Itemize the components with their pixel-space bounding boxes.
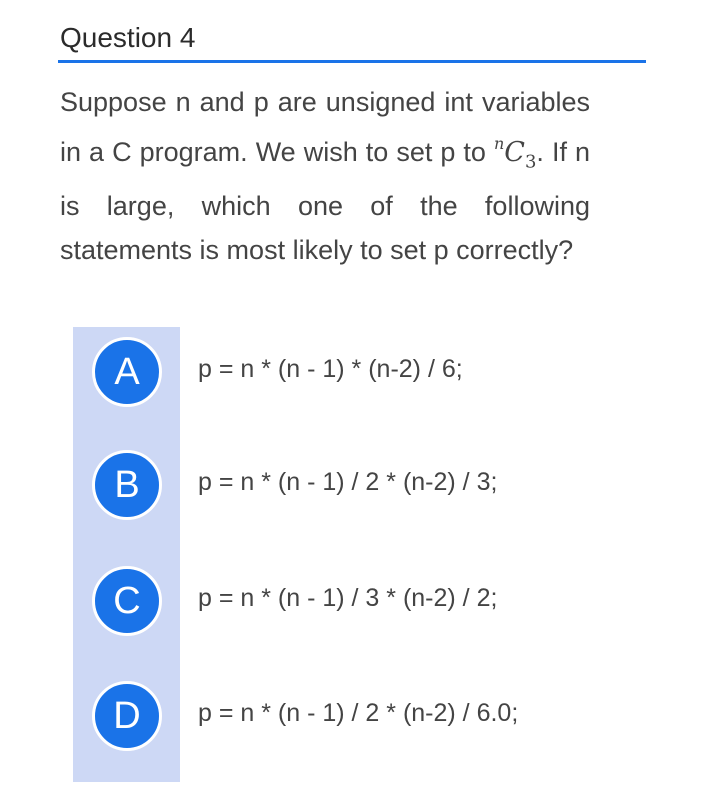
question-text-before: Suppose n and p are unsigned int variables in a C program. We wish to set p to	[60, 87, 590, 167]
formula-superscript: n	[493, 134, 505, 153]
option-c-badge[interactable]: C	[92, 566, 162, 636]
option-c[interactable]	[92, 566, 652, 666]
formula-subscript: 3	[524, 151, 537, 173]
question-text	[60, 80, 590, 272]
option-d-text: p = n * (n - 1) / 2 * (n-2) / 6.0;	[198, 699, 519, 727]
question-title: Question 4	[60, 22, 196, 53]
option-a[interactable]	[92, 337, 652, 437]
option-c-text: p = n * (n - 1) / 3 * (n-2) / 2;	[198, 584, 498, 612]
question-text-after: . If n is large, which one of the following statements is most likely to set p correctly?	[60, 137, 590, 266]
option-d-badge[interactable]: D	[92, 681, 162, 751]
option-b-text: p = n * (n - 1) / 2 * (n-2) / 3;	[198, 468, 498, 496]
option-d[interactable]	[92, 681, 652, 781]
option-b[interactable]	[92, 450, 652, 550]
title-divider	[58, 60, 646, 63]
option-b-badge[interactable]: B	[92, 450, 162, 520]
combination-formula	[493, 134, 537, 173]
formula-base: C	[504, 137, 525, 168]
option-a-badge[interactable]: A	[92, 337, 162, 407]
option-a-text: p = n * (n - 1) * (n-2) / 6;	[198, 355, 463, 383]
